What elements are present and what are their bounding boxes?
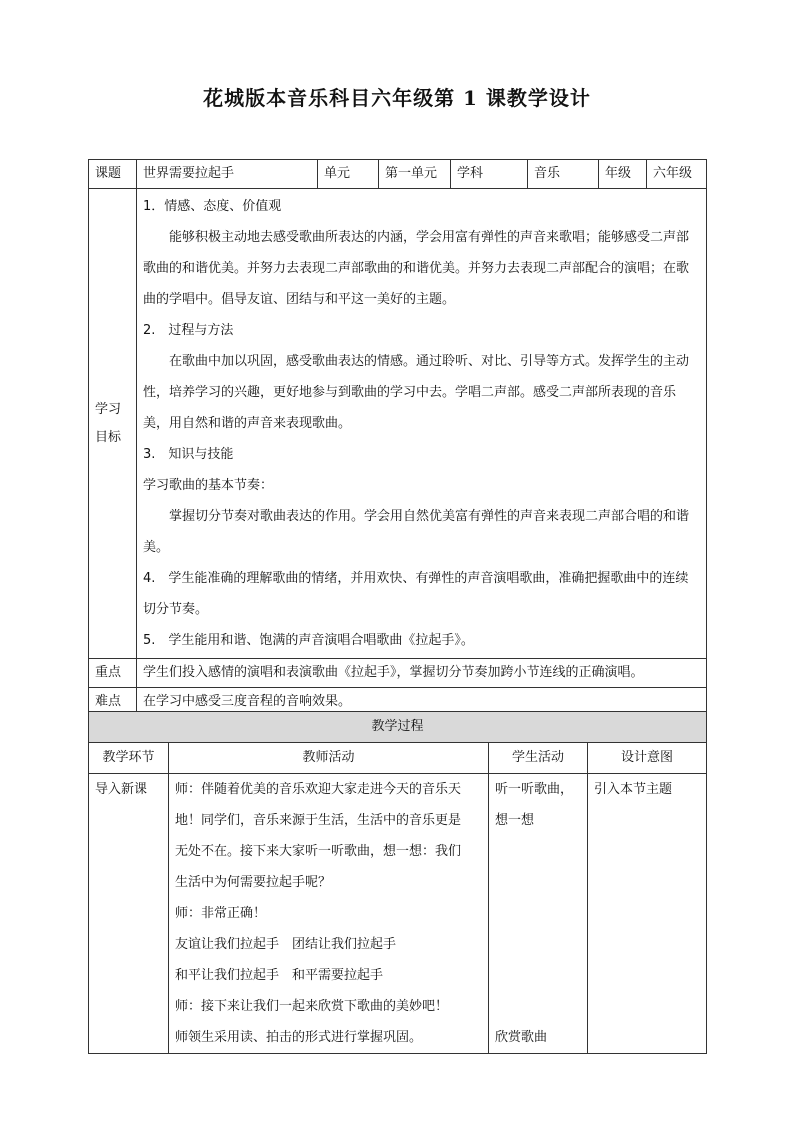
grade-value: 六年级 <box>647 160 707 189</box>
student-line <box>495 929 581 960</box>
objective-line: 2. 过程与方法 <box>143 323 234 338</box>
teacher-line: 无处不在。接下来大家听一听歌曲，想一想：我们 <box>175 844 462 859</box>
unit-label: 单元 <box>318 160 379 189</box>
objective-line: 3. 知识与技能 <box>143 447 234 462</box>
lesson-info-table <box>88 159 707 717</box>
objective-line: 1．情感、态度、价值观 <box>143 199 282 214</box>
student-line: 听一听歌曲， <box>495 782 574 797</box>
objective-line: 掌握切分节奏对歌曲表达的作用。学会用自然优美富有弹性的声音来表现二声部合唱的和谐美。 <box>143 509 690 555</box>
objectives-label <box>89 189 137 659</box>
header-teacher: 教师活动 <box>169 743 489 774</box>
student-line: 欣赏歌曲 <box>495 1030 548 1045</box>
student-line <box>495 898 581 929</box>
objectives-label-line2: 目标 <box>95 429 122 445</box>
objective-line: 5. 学生能用和谐、饱满的声音演唱合唱歌曲《拉起手》。 <box>143 633 474 648</box>
student-line <box>495 960 581 991</box>
document-title: 花城版本音乐科目六年级第 1 课教学设计 <box>203 86 591 110</box>
objectives-row <box>89 189 707 659</box>
header-student: 学生活动 <box>489 743 588 774</box>
objectives-content <box>137 189 707 659</box>
info-row <box>89 160 707 189</box>
student-line <box>495 991 581 1022</box>
teacher-line: 师领生采用读、拍击的形式进行掌握巩固。 <box>175 1030 423 1045</box>
lesson-value: 世界需要拉起手 <box>137 160 318 189</box>
teacher-line: 生活中为何需要拉起手呢？ <box>175 875 332 890</box>
subject-label: 学科 <box>451 160 528 189</box>
teacher-line: 和平让我们拉起手 和平需要拉起手 <box>175 968 384 983</box>
teacher-line: 师：接下来让我们一起来欣赏下歌曲的美妙吧！ <box>175 999 449 1014</box>
student-activity-cell <box>489 774 588 1054</box>
process-band-row <box>89 712 707 743</box>
process-row <box>89 774 707 1054</box>
intent-cell: 引入本节主题 <box>588 774 707 1054</box>
objective-line: 能够积极主动地去感受歌曲所表达的内涵，学会用富有弹性的声音来歌唱；能够感受二声部歌曲的和谐优美。并努力去表现二声部歌曲的和谐优美。并努力去表现二声部配合的演唱；在歌曲的学唱中。倡导友谊、团结与和平这一美好的主题。 <box>143 230 690 307</box>
student-line <box>495 867 581 898</box>
subject-value: 音乐 <box>528 160 599 189</box>
objective-line: 学习歌曲的基本节奏： <box>143 478 274 493</box>
key-point-text: 学生们投入感情的演唱和表演歌曲《拉起手》，掌握切分节奏加跨小节连线的正确演唱。 <box>137 659 707 688</box>
difficulty-text: 在学习中感受三度音程的音响效果。 <box>137 688 707 717</box>
difficulty-label: 难点 <box>89 688 137 717</box>
header-stage: 教学环节 <box>89 743 169 774</box>
student-line <box>495 836 581 867</box>
process-band-title: 教学过程 <box>89 712 707 743</box>
teacher-line: 师：非常正确！ <box>175 906 267 921</box>
objective-line: 4. 学生能准确的理解歌曲的情绪，并用欢快、有弹性的声音演唱歌曲，准确把握歌曲中的连续切分节奏。 <box>143 571 689 617</box>
teacher-line: 师：伴随着优美的音乐欢迎大家走进今天的音乐天 <box>175 782 462 797</box>
unit-value: 第一单元 <box>379 160 451 189</box>
key-point-row <box>89 659 707 688</box>
student-line: 想一想 <box>495 813 535 828</box>
stage-cell: 导入新课 <box>89 774 169 1054</box>
objectives-label-line1: 学习 <box>95 401 122 417</box>
teaching-process-table <box>88 711 707 1054</box>
process-header-row <box>89 743 707 774</box>
teacher-line: 地！同学们，音乐来源于生活，生活中的音乐更是 <box>175 813 462 828</box>
key-point-label: 重点 <box>89 659 137 688</box>
teacher-line: 友谊让我们拉起手 团结让我们拉起手 <box>175 937 397 952</box>
grade-label: 年级 <box>599 160 647 189</box>
teacher-activity-cell <box>169 774 489 1054</box>
lesson-label: 课题 <box>89 160 137 189</box>
header-intent: 设计意图 <box>588 743 707 774</box>
objective-line: 在歌曲中加以巩固，感受歌曲表达的情感。通过聆听、对比、引导等方式。发挥学生的主动性，培养学习的兴趣，更好地参与到歌曲的学习中去。学唱二声部。感受二声部所表现的音乐美，用自然和谐的声音来表现歌曲。 <box>143 354 690 431</box>
